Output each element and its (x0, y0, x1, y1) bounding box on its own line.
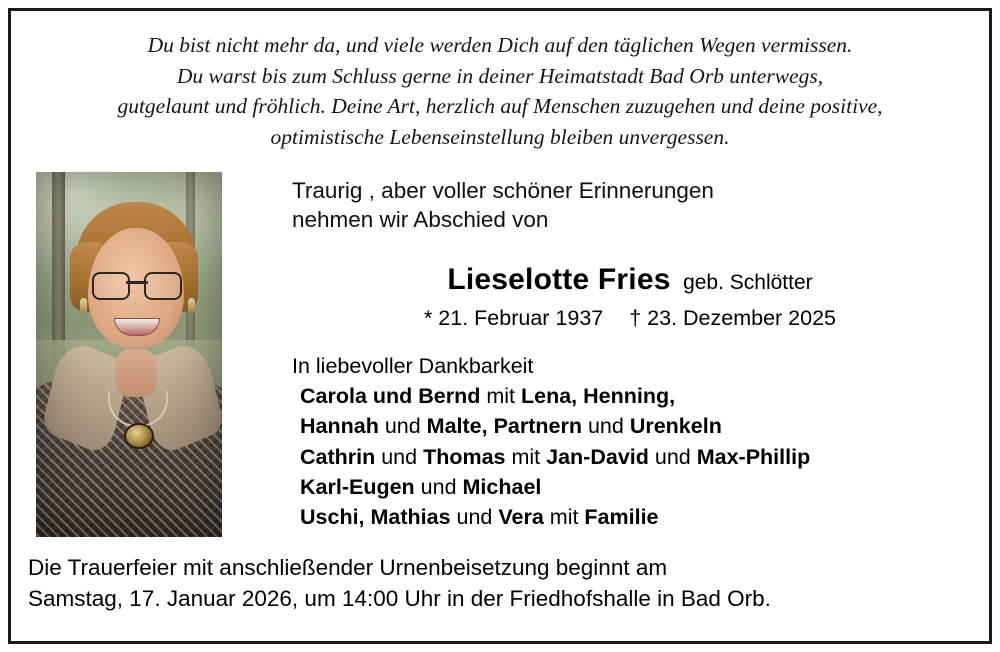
family-name: Urenkeln (629, 414, 722, 439)
deceased-block (292, 263, 968, 331)
verse-line-2: Du warst bis zum Schluss gerne in deiner Heimatstadt Bad Orb unterwegs, (176, 63, 824, 88)
family-connector: mit (543, 505, 585, 530)
family-connector: und (414, 474, 463, 499)
portrait-photo (36, 172, 222, 537)
family-name: Malte, Partnern (426, 414, 582, 439)
funeral-line-2: Samstag, 17. Januar 2026, um 14:00 Uhr in der Friedhofshalle in Bad Orb. (28, 585, 771, 611)
family-name: Thomas (423, 444, 506, 469)
family-row (292, 411, 968, 441)
memorial-verse (22, 22, 978, 152)
verse-line-3: gutgelaunt und fröhlich. Deine Art, herzlich auf Menschen zuzugehen und deine positive, (117, 94, 883, 119)
family-name: Hannah (300, 414, 379, 439)
intro-line-1: Traurig , aber voller schöner Erinnerungen (292, 178, 714, 204)
funeral-details (22, 553, 978, 614)
family-name: Carola und Bernd (300, 383, 481, 408)
family-connector: und (648, 444, 697, 469)
birth-date: * 21. Februar 1937 (423, 305, 604, 330)
funeral-line-1: Die Trauerfeier mit anschließender Urnenbeisetzung beginnt am (28, 555, 668, 581)
family-connector: und (450, 505, 499, 530)
family-connector: und (378, 414, 427, 439)
family-name: Michael (462, 474, 542, 499)
text-column (222, 172, 978, 532)
family-connector: mit (505, 444, 547, 469)
family-name: Jan-David (546, 444, 649, 469)
family-name: Familie (584, 505, 659, 530)
photo-column (22, 172, 222, 537)
family-name: Uschi, Mathias (300, 505, 451, 530)
family-name: Max-Phillip (696, 444, 811, 469)
family-list (292, 351, 968, 533)
photo-vignette (36, 172, 222, 537)
family-connector: und (375, 444, 424, 469)
intro-line-2: nehmen wir Abschied von (292, 207, 549, 233)
family-name: Karl-Eugen (300, 474, 415, 499)
family-name: Cathrin (300, 444, 376, 469)
family-name: Vera (498, 505, 544, 530)
verse-line-1: Du bist nicht mehr da, und viele werden Dich auf den täglichen Wegen vermissen. (147, 33, 853, 57)
family-row (292, 502, 968, 532)
death-date: † 23. Dezember 2025 (629, 305, 837, 330)
notice-content (22, 22, 978, 632)
deceased-name: Lieselotte Fries (447, 262, 671, 296)
family-connector: und (582, 414, 630, 439)
family-name: Lena, Henning, (521, 383, 676, 408)
deceased-dates (292, 306, 968, 331)
family-row (292, 472, 968, 502)
verse-line-4: optimistische Lebenseinstellung bleiben unvergessen. (270, 124, 730, 149)
deceased-maiden-name: geb. Schlötter (683, 270, 813, 294)
deceased-name-line (292, 263, 968, 297)
intro-text (292, 176, 968, 235)
portrait-and-text (22, 172, 978, 537)
family-row (292, 381, 968, 411)
family-row (292, 442, 968, 472)
family-connector: mit (480, 383, 521, 408)
family-lead: In liebevoller Dankbarkeit (292, 353, 534, 378)
